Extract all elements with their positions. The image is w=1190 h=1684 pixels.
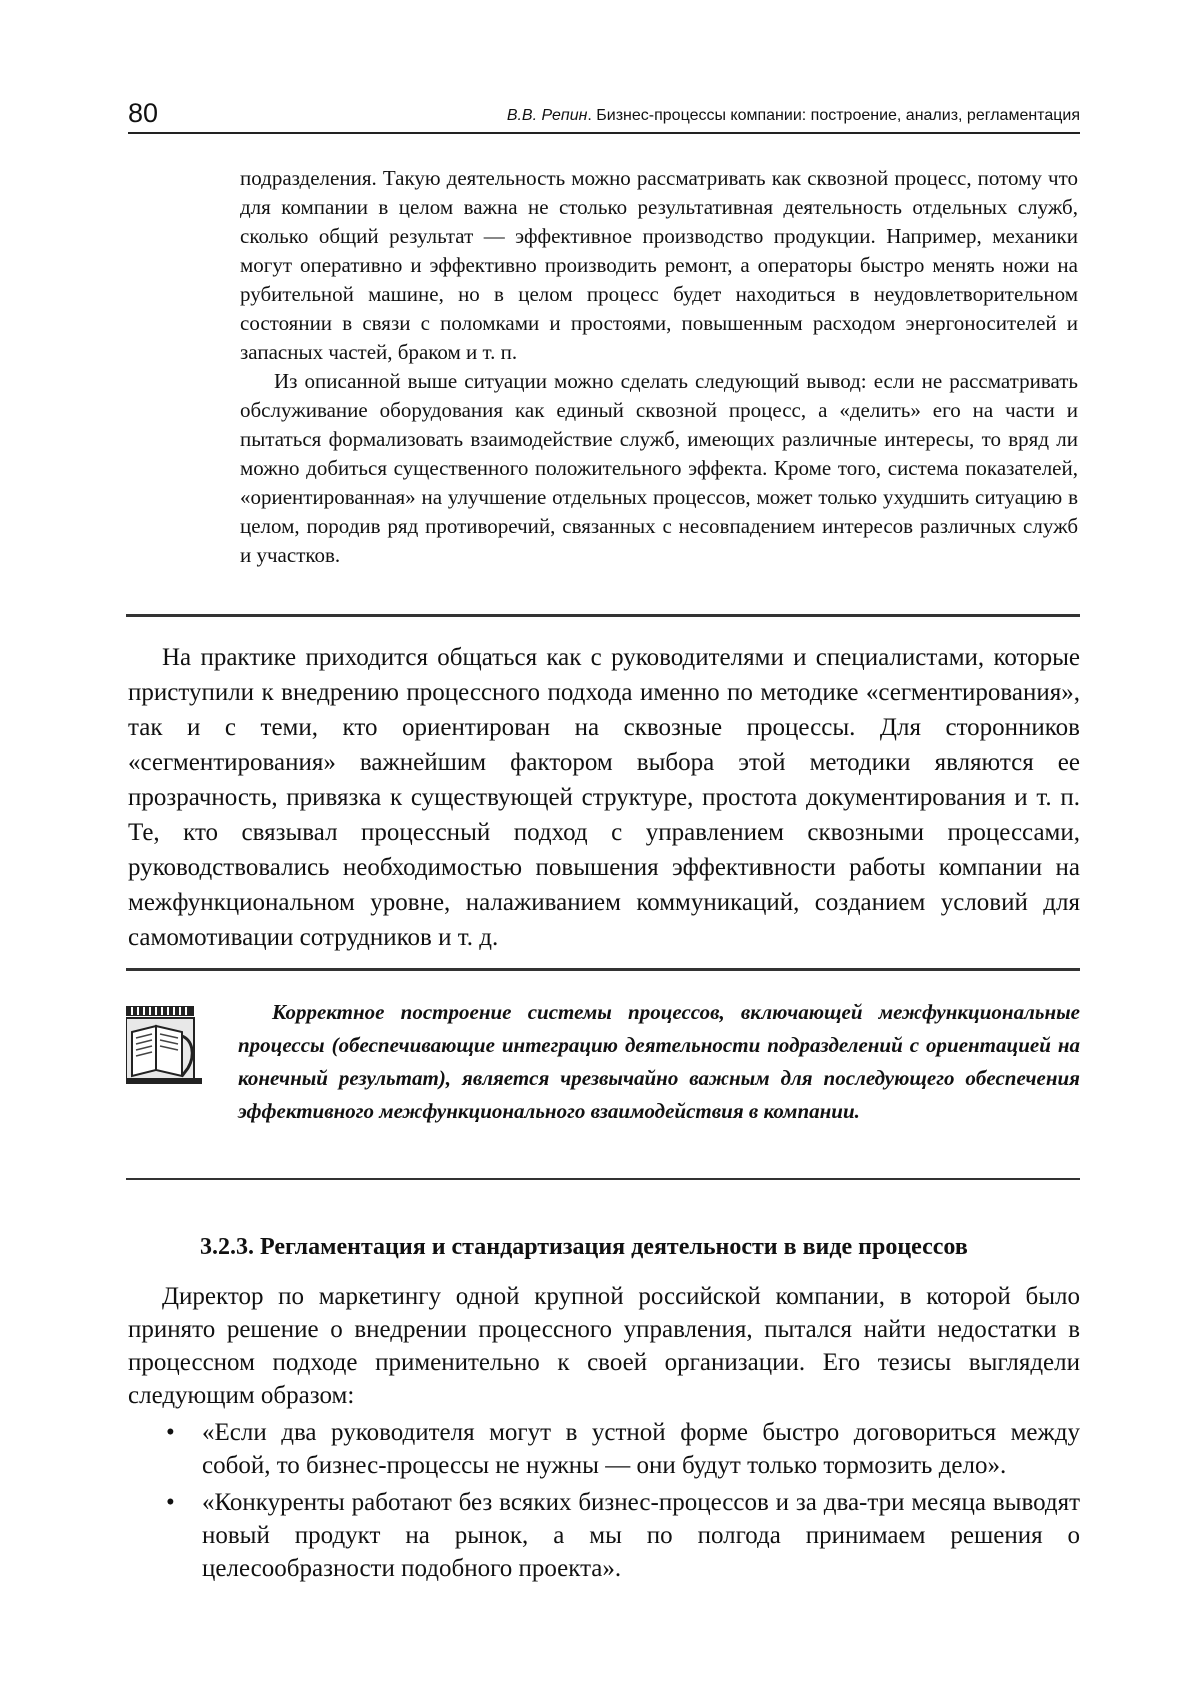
thesis-list: [128, 1416, 1080, 1585]
running-header: [128, 98, 1080, 134]
case-paragraph: подразделения. Такую деятельность можно рассматривать как сквозной процесс, потому что для компании в целом важна не столько результативная деятельность отдельных служб, сколько общий результат — эффективное производство продукции. Например, механики могут оперативно и эффективно производить ремонт, а операторы быстро менять ножи на рубительной машине, но в целом процесс будет находиться в неудовлетворительном состоянии в связи с поломками и простоями, повышенным расходом энергоносителей и запасных частей, браком и т. п.: [240, 166, 1078, 364]
section-intro: Директор по маркетингу одной крупной российской компании, в которой было принято решение о внедрении процессного управления, пытался найти недостатки в процессном подходе применительно к своей организации. Его тезисы выглядели следующим образом:: [128, 1283, 1080, 1409]
bullet-icon: •: [166, 1419, 175, 1446]
list-item-text: «Конкуренты работают без всяких бизнес-процессов и за два-три месяца выводят новый продукт на рынок, а мы по полгода принимаем решения о целесообразности подобного проекта».: [202, 1489, 1080, 1582]
main-paragraph: [128, 640, 1080, 955]
case-study-block: [240, 164, 1078, 570]
book-icon: [126, 1006, 202, 1086]
section-heading: 3.2.3. Регламентация и стандартизация деятельности в виде процессов: [200, 1234, 968, 1260]
list-item: [128, 1416, 1080, 1482]
key-point-callout: [238, 996, 1080, 1128]
book-title: . Бизнес-процессы компании: построение, анализ, регламентация: [587, 107, 1080, 124]
running-title: [507, 106, 1080, 126]
book-author: В.В. Репин: [506, 107, 588, 124]
list-item: [128, 1486, 1080, 1585]
body-paragraph: На практике приходится общаться как с руководителями и специалистами, которые приступили к внедрению процессного подхода именно по методике «сегментирования», так и с теми, кто ориентирован на сквозные процессы. Для сторонников «сегментирования» важнейшим фактором выбора этой методики являются ее прозрачность, привязка к существующей структуре, простота документирования и т. п. Те, кто связывал процессный подход с управлением сквозными процессами, руководствовались необходимостью повышения эффективности работы компании на межфункциональном уровне, налаживанием коммуникаций, созданием условий для самомотивации сотрудников и т. д.: [128, 644, 1080, 951]
divider-rule: [126, 614, 1080, 617]
bullet-icon: •: [166, 1489, 175, 1516]
section-body: [128, 1280, 1080, 1589]
page-number: 80: [128, 98, 159, 128]
case-paragraph: Из описанной выше ситуации можно сделать следующий вывод: если не рассматривать обслуживание оборудования как единый сквозной процесс, а «делить» его на части и пытаться формализовать взаимодействие служб, имеющих различные интересы, то вряд ли можно добиться существенного положительного эффекта. Кроме того, система показателей, «ориентированная» на улучшение отдельных процессов, может только ухудшить ситуацию в целом, породив ряд противоречий, связанных с несовпадением интересов различных служб и участков.: [240, 369, 1078, 567]
list-item-text: «Если два руководителя могут в устной форме быстро договориться между собой, то бизнес-процессы не нужны — они будут только тормозить дело».: [202, 1419, 1080, 1479]
callout-text: Корректное построение системы процессов, включающей межфункциональные процессы (обеспечивающие интеграцию деятельности подразделений с ориентацией на конечный результат), является чрезвычайно важным для последующего обеспечения эффективного межфункционального взаимодействия в компании.: [238, 1000, 1080, 1123]
divider-rule: [126, 968, 1080, 971]
divider-rule: [126, 1178, 1080, 1180]
